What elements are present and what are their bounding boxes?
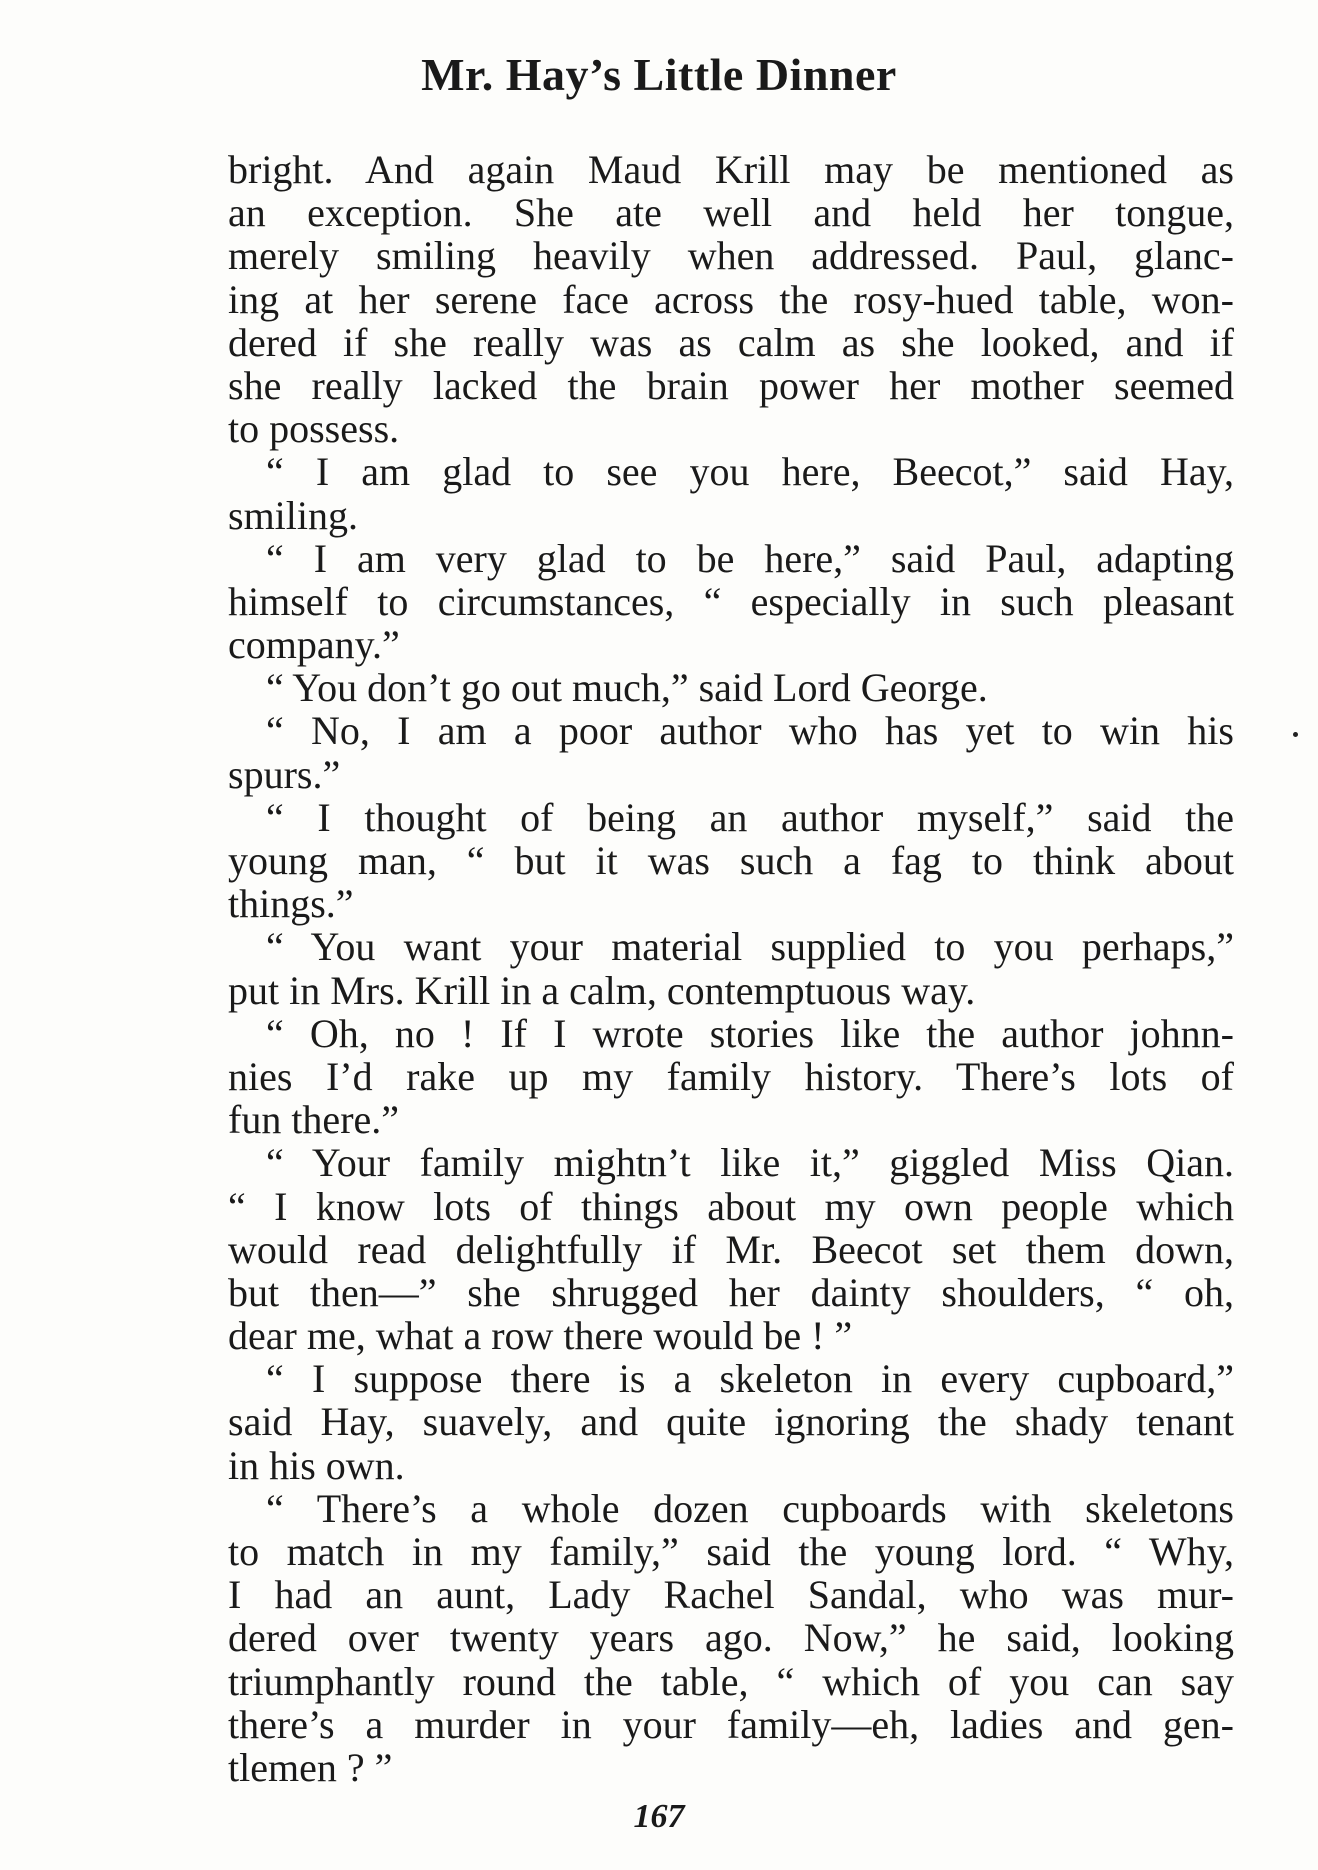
text-line: triumphantly round the table, “ which of you can say [228, 1658, 1234, 1704]
text-line: bright. And again Maud Krill may be mentioned as [228, 147, 1234, 192]
text-line: “ No, I am a poor author who has yet to win his [266, 708, 1234, 754]
text-line: said Hay, suavely, and quite ignoring the shady tenant [228, 1399, 1234, 1445]
ink-speck-decoration [1293, 732, 1298, 737]
text-line: an exception. She ate well and held her tongue, [228, 190, 1234, 236]
text-line: spurs.” [228, 751, 341, 797]
text-line: but then—” she shrugged her dainty shoulders, “ oh, [228, 1269, 1234, 1315]
text-line: “ You don’t go out much,” said Lord George. [266, 665, 988, 711]
text-line: in his own. [228, 1442, 405, 1488]
text-line: “ I know lots of things about my own people which [228, 1183, 1234, 1229]
text-line: “ Your family mightn’t like it,” giggled Miss Qian. [266, 1140, 1234, 1186]
text-line: dered if she really was as calm as she looked, and if [228, 319, 1234, 365]
text-line: dered over twenty years ago. Now,” he said, looking [228, 1615, 1234, 1661]
text-line: merely smiling heavily when addressed. Paul, glanc- [228, 233, 1234, 279]
text-line: tlemen ? ” [228, 1744, 393, 1790]
text-line: “ I suppose there is a skeleton in every cupboard,” [266, 1356, 1234, 1402]
text-line: “ I am glad to see you here, Beecot,” said Hay, [266, 449, 1234, 495]
text-line: fun there.” [228, 1097, 400, 1143]
body-text [228, 148, 1234, 1789]
text-line: “ I am very glad to be here,” said Paul, adapting [266, 535, 1234, 581]
text-line: would read delightfully if Mr. Beecot set them down, [228, 1226, 1234, 1272]
text-line: things.” [228, 881, 354, 927]
text-line: ing at her serene face across the rosy-hued table, won- [228, 276, 1234, 322]
text-line: “ I thought of being an author myself,” said the [266, 794, 1234, 840]
text-line: “ There’s a whole dozen cupboards with skeletons [266, 1485, 1234, 1531]
text-line: nies I’d rake up my family history. There’s lots of [228, 1053, 1234, 1099]
text-line: young man, “ but it was such a fag to think about [228, 838, 1234, 883]
text-line: I had an aunt, Lady Rachel Sandal, who was mur- [228, 1572, 1234, 1618]
text-line: to match in my family,” said the young lord. “ Why, [228, 1529, 1234, 1574]
text-line: there’s a murder in your family—eh, ladies and gen- [228, 1701, 1234, 1747]
text-line: smiling. [228, 492, 359, 538]
text-line: company.” [228, 622, 400, 668]
text-line: himself to circumstances, “ especially in such pleasant [228, 578, 1234, 624]
text-line: “ Oh, no ! If I wrote stories like the author johnn- [266, 1010, 1234, 1056]
text-line: she really lacked the brain power her mother seemed [228, 362, 1234, 408]
page-number: 167 [633, 1798, 685, 1835]
text-line: “ You want your material supplied to you perhaps,” [266, 924, 1234, 970]
text-line: dear me, what a row there would be ! ” [228, 1313, 853, 1359]
running-head: Mr. Hay’s Little Dinner [421, 49, 897, 100]
text-line: to possess. [228, 406, 400, 452]
text-line: put in Mrs. Krill in a calm, contemptuous way. [228, 967, 976, 1013]
